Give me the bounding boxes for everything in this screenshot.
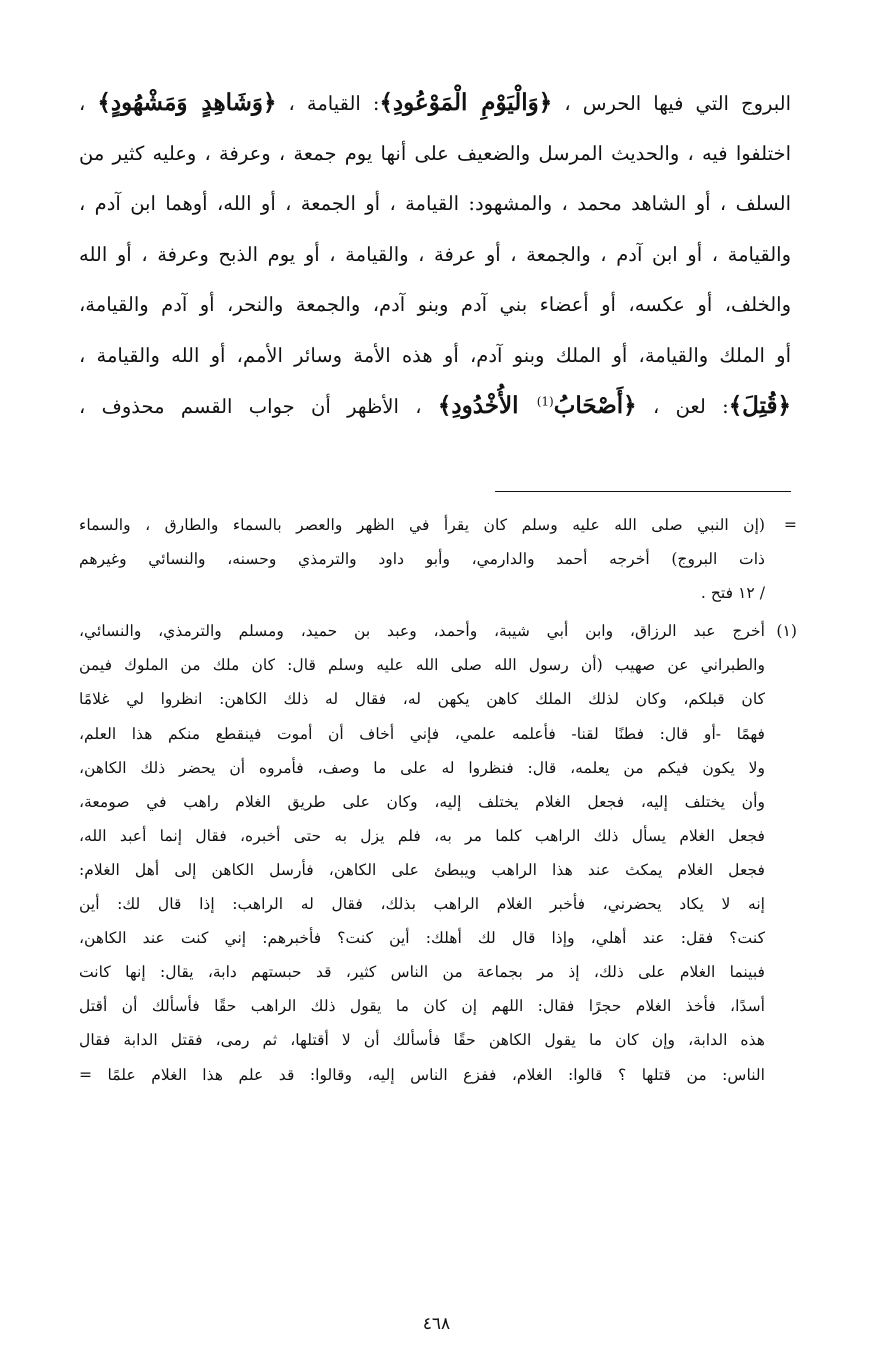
footnote-continuation [79,508,795,610]
main-line-4: والقيامة ، أو ابن آدم ، والجمعة ، أو عرفة ، والقيامة ، أو يوم الذبح وعرفة ، أو الله [79,242,791,266]
quran-quote: الأُخْدُودِ﴾ [437,392,537,419]
footnote-line: فجعل الغلام يمكث عند هذا الراهب ويبطئ على الكاهن، فأرسل الكاهن إلى أهل الغلام: [79,860,765,879]
quran-quote: ﴿أَصْحَابُ [553,392,637,419]
footnote-line: والطبراني عن صهيب (أن رسول الله صلى الله عليه وسلم قال: كان ملك من الملوك فيمن [79,656,765,675]
footnote-separator [495,491,791,492]
text-run: ، الأظهر أن جواب القسم محذوف ، [79,395,438,418]
footnote-line: ذات البروج) أخرجه أحمد والدارمي، وأبو داود والترمذي وحسنه، والنسائي وغيرهم [79,550,765,569]
footnote-line: أخرج عبد الرزاق، وابن أبي شيبة، وأحمد، وعبد بن حميد، ومسلم والترمذي، والنسائي، [79,622,765,641]
quran-quote: ﴿وَالْيَوْمِ الْمَوْعُودِ﴾ [379,89,553,116]
text-run: ، [79,92,98,115]
text-run: : القيامة ، [276,92,380,115]
main-line-3: السلف ، أو الشاهد محمد ، والمشهود: القيامة ، أو الجمعة ، أو الله، أوهما ابن آدم ، [79,192,791,215]
page-number: ٤٦٨ [422,1314,451,1334]
footnote-line: وأن يختلف إليه، فجعل الغلام يختلف إليه، وكان على طريق الغلام راهب في صومعة، [79,792,765,811]
footnote-marker: (١) [776,622,797,641]
footnote-reference[interactable]: (1) [536,394,554,409]
text-run: : لعن ، [636,395,729,418]
footnote-line: الناس: من قتلها ؟ قالوا: الغلام، ففزع الناس إليه، وقالوا: قد علم هذا الغلام علمًا = [79,1065,765,1084]
main-line-7 [79,381,791,432]
footnotes [79,508,795,1092]
main-line-1 [79,78,791,129]
footnote-line: كان قبلكم، وكان لذلك الملك كاهن يكهن له، فقال له ذلك الكاهن: انظروا لي غلامًا [79,690,765,709]
footnote-line: فجعل الغلام يسأل ذلك الراهب كلما مر به، فلم يزل به حتى أخبره، فقال إنما أعبد الله، [79,826,765,845]
footnote-line: هذه الدابة، وإن كان ما يقول الكاهن حقًا فأسألك أن لا أقتلها، ثم رمى، فقتل الدابة فقال [79,1031,765,1050]
text-run: البروج التي فيها الحرس ، [552,92,791,115]
quran-quote: ﴿وَشَاهِدٍ وَمَشْهُودٍ﴾ [97,89,277,116]
footnote-1 [79,614,795,1091]
continuation-marker: = [783,516,797,534]
main-line-6: أو الملك والقيامة، أو الملك وبنو آدم، أو هذه الأمة وسائر الأمم، أو الله والقيامة ، [79,343,791,367]
footnote-line: (إن النبي صلى الله عليه وسلم كان يقرأ في الظهر والعصر بالسماء والطارق ، والسماء [79,516,765,534]
footnote-line: ولا يكون فيكم من يعلمه، قال: فنظروا له على ما وصف، فأمروه أن يحضر ذلك الكاهن، [79,758,765,777]
footnote-line: كنت؟ فقل: عند أهلي، وإذا قال لك أهلك: أين كنت؟ فأخبرهم: إني كنت عند الكاهن، [79,929,765,948]
main-line-2: اختلفوا فيه ، والحديث المرسل والضعيف على أنها يوم جمعة ، وعرفة ، وعليه كثير من [79,141,791,165]
footnote-line: فبينما الغلام على ذلك، إذ مر بجماعة من الناس كثير، قد حبستهم دابة، يقال: إنها كانت [79,963,765,982]
main-text [79,78,791,432]
quran-quote: ﴿قُتِلَ﴾ [728,392,791,419]
footnote-line: أسدًا، فأخذ الغلام حجرًا فقال: اللهم إن كان ما يقول ذلك الراهب حقًا فأسألك أن أقتل [79,997,765,1016]
footnote-line: إنه لا يكاد يحضرني، فأخبر الغلام الراهب بذلك، فقال له الراهب: إذا قال لك: أين [79,895,765,914]
footnote-line: فهمًا -أو قال: فطنًا لقنا- فأعلمه علمي، فإني أخاف أن أموت فينقطع منكم هذا العلم، [79,724,765,743]
footnote-line: / ١٢ فتح . [700,584,765,603]
main-line-5: والخلف، أو عكسه، أو أعضاء بني آدم وبنو آدم، والجمعة والنحر، أو آدم والقيامة، [79,293,791,316]
